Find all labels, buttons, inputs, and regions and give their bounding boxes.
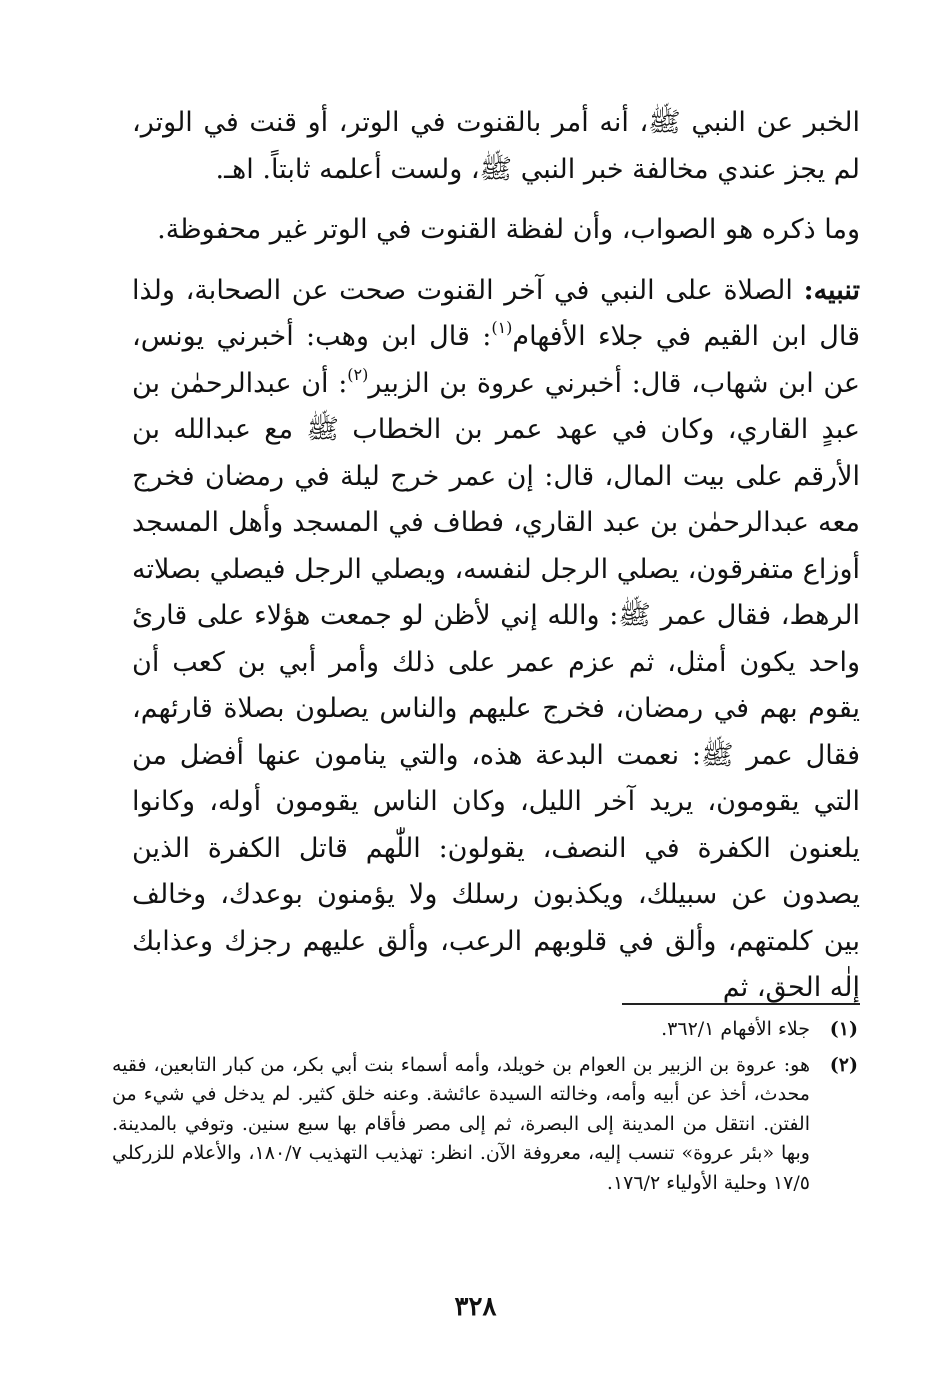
footnote-separator xyxy=(622,1003,860,1005)
footnote-1 xyxy=(112,1015,858,1045)
footnote-ref-1: (١) xyxy=(491,318,513,337)
footnote-number: (٢) xyxy=(829,1053,858,1076)
footnote-text: هو: عروة بن الزبير بن العوام بن خويلد، وأمه أسماء بنت أبي بكر، من كبار التابعين، فقيه محدث، أخذ عن أبيه وأمه، وخالته السيدة عائشة. وعنه خلق كثير. لم يدخل في شيء من الفتن. انتقل من المدينة إلى البصرة، ثم إلى مصر فأقام بها سبع سنين. وتوفي بالمدينة. وبها «بئر عروة» تنسب إليه، معروفة الآن. انظر: تهذيب التهذيب ١٨٠/٧، والأعلام للزركلي ١٧/٥ وحلية الأولياء ١٧٦/٢. xyxy=(112,1053,810,1194)
note-label: تنبيه: xyxy=(803,274,861,306)
footnote-ref-2: (٢) xyxy=(347,364,369,384)
paragraph-3-part-c: : أن عبدالرحمٰن بن عبدٍ القاري، وكان في عهد عمر بن الخطاب ﷺ مع عبدالله بن الأرقم على بيت المال، قال: إن عمر خرج ليلة في رمضان فخرج معه عبدالرحمٰن بن عبد القاري، فطاف في المسجد وأهل المسجد أوزاع متفرقون، يصلي الرجل لنفسه، ويصلي الرجل فيصلي بصلاته الرهط، فقال عمر ﷺ: والله إني لأظن لو جمعت هؤلاء على قارئ واحد يكون أمثل، ثم عزم عمر على ذلك وأمر أبي بن كعب أن يقوم بهم في رمضان، فخرج عليهم والناس يصلون بصلاة قارئهم، فقال عمر ﷺ: نعمت البدعة هذه، والتي ينامون عنها أفضل من التي يقومون، يريد آخر الليل، وكان الناس يقومون أوله، وكانوا يلعنون الكفرة في النصف، يقولون: اللّٰهم قاتل الكفرة الذين يصدون عن سبيلك، ويكذبون رسلك ولا يؤمنون بوعدك، وخالف بين كلمتهم، وألق في قلوبهم الرعب، وألق عليهم رجزك وعذابك إلٰه الحق، ثم xyxy=(132,367,860,1003)
footnote-2 xyxy=(112,1051,858,1199)
main-text xyxy=(132,100,860,1012)
page-number: ٣٢٨ xyxy=(454,1292,497,1322)
paragraph-2: وما ذكره هو الصواب، وأن لفظة القنوت في الوتر غير محفوظة. xyxy=(157,214,860,245)
footnotes xyxy=(112,1015,858,1198)
footnote-number: (١) xyxy=(829,1018,858,1040)
paragraph-3-part-a: الصلاة على النبي في آخر القنوت صحت عن الصحابة، ولذا قال ابن القيم في جلاء الأفهام xyxy=(132,274,860,352)
paragraph-3-part-b: : قال ابن وهب: أخبرني يونس، عن ابن شهاب، قال: أخبرني عروة بن الزبير xyxy=(132,321,860,399)
paragraph-3 xyxy=(132,268,860,1012)
footnote-text: جلاء الأفهام ٣٦٢/١. xyxy=(661,1018,810,1040)
paragraph-1: الخبر عن النبي ﷺ، أنه أمر بالقنوت في الوتر، أو قنت في الوتر، لم يجز عندي مخالفة خبر النبي ﷺ، ولست أعلمه ثابتاً. اهـ. xyxy=(132,107,860,185)
